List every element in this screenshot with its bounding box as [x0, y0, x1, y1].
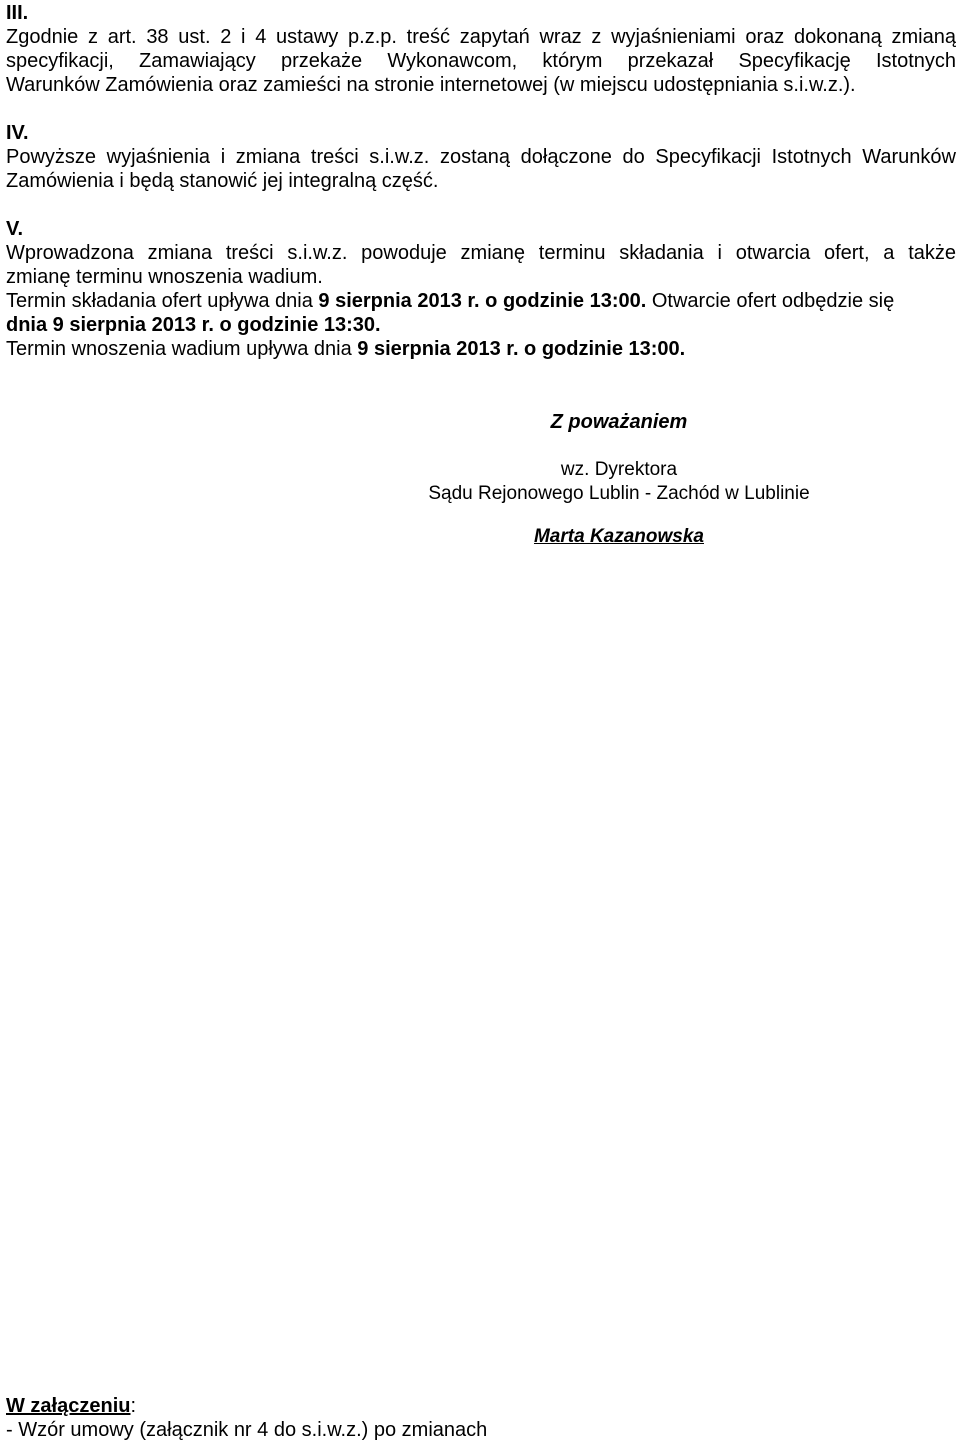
section-iv-line-1: Powyższe wyjaśnienia i zmiana treści s.i.w.z. zostaną dołączone do Specyfikacji Istotnych Warunków	[6, 146, 956, 168]
section-iii-line-2: specyfikacji, Zamawiający przekaże Wykonawcom, którym przekazał Specyfikację Istotnych	[6, 50, 956, 72]
signer-institution: Sądu Rejonowego Lublin - Zachód w Lublinie	[428, 483, 810, 504]
section-iii-line-3: Warunków Zamówienia oraz zamieści na stronie internetowej (w miejscu udostępniania s.i.w.z.).	[6, 74, 856, 96]
section-iii-line-1: Zgodnie z art. 38 ust. 2 i 4 ustawy p.z.p. treść zapytań wraz z wyjaśnieniami oraz dokonaną zmianą	[6, 26, 956, 48]
closing-salutation: Z poważaniem	[550, 411, 688, 433]
section-iv-line-2: Zamówienia i będą stanowić jej integralną część.	[6, 170, 439, 192]
section-iii-heading: III.	[6, 2, 29, 24]
offer-deadline-prefix: Termin składania ofert upływa dnia	[6, 290, 319, 312]
signer-role: wz. Dyrektora	[560, 459, 678, 480]
section-v-line-1: Wprowadzona zmiana treści s.i.w.z. powoduje zmianę terminu składania i otwarcia ofert, a także	[6, 242, 956, 264]
attachments-heading	[6, 1394, 136, 1418]
wadium-deadline-date: 9 sierpnia 2013 r. o godzinie 13:00.	[357, 338, 686, 360]
offer-deadline-line	[6, 289, 894, 313]
wadium-deadline-prefix: Termin wnoszenia wadium upływa dnia	[6, 338, 358, 360]
section-v-line-2: zmianę terminu wnoszenia wadium.	[6, 266, 323, 288]
attachments-label: W załączeniu	[6, 1395, 131, 1417]
attachments-colon: :	[130, 1395, 137, 1417]
wadium-deadline-line	[6, 337, 685, 361]
section-iv-heading: IV.	[6, 122, 29, 144]
offer-deadline-date: 9 sierpnia 2013 r. o godzinie 13:00.	[318, 290, 647, 312]
attachment-item: - Wzór umowy (załącznik nr 4 do s.i.w.z.) po zmianach	[6, 1419, 488, 1441]
section-v-heading: V.	[6, 218, 24, 240]
offer-opening-date: dnia 9 sierpnia 2013 r. o godzinie 13:30.	[6, 314, 381, 336]
offer-opening-prefix: Otwarcie ofert odbędzie się	[646, 290, 895, 312]
signer-name: Marta Kazanowska	[533, 526, 704, 547]
